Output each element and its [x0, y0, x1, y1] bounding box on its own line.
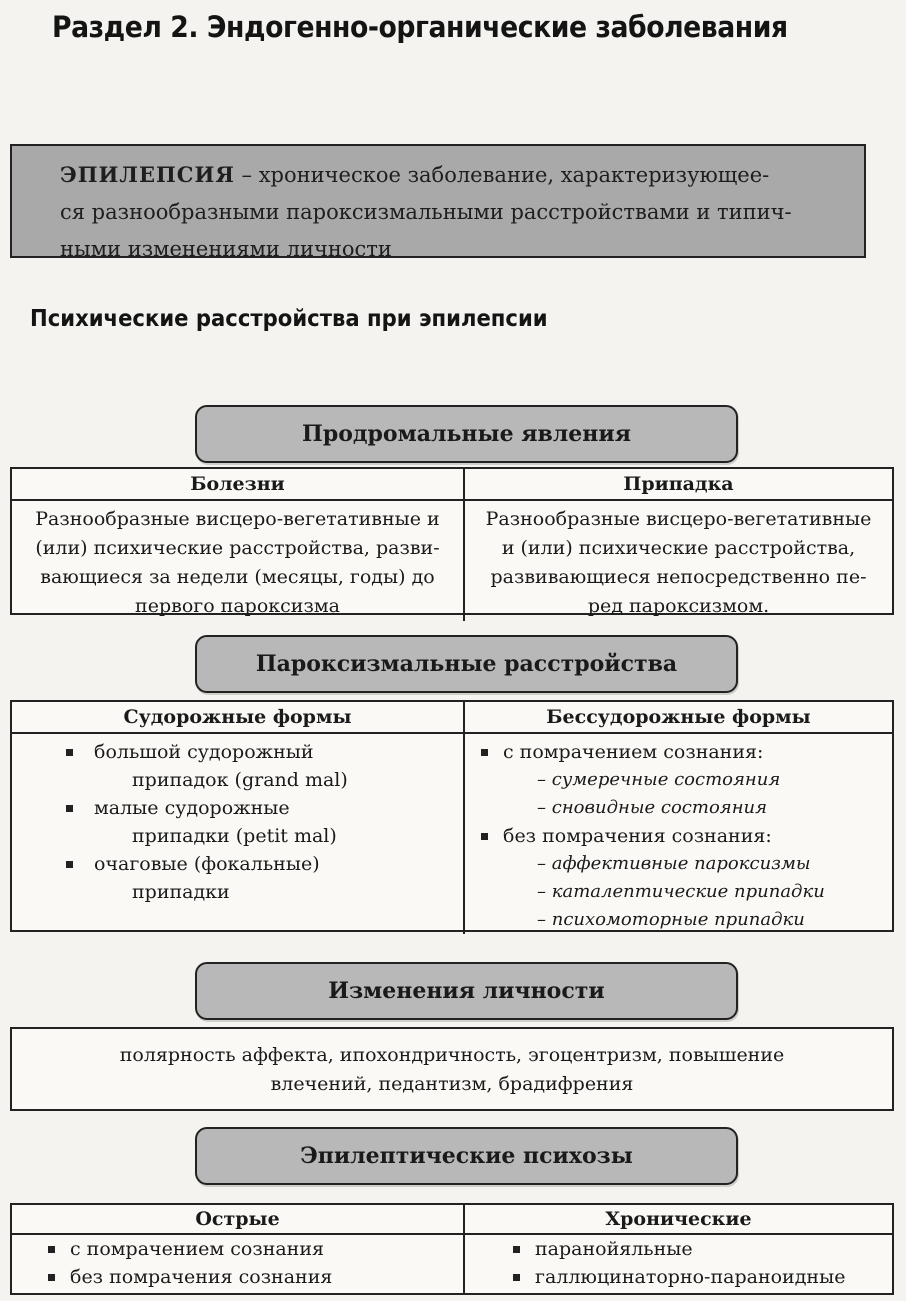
item-text: с помрачением сознания	[70, 1238, 324, 1260]
prodromal-left-column	[12, 469, 465, 621]
psychoses-table	[10, 1203, 894, 1295]
personality-box	[10, 1027, 894, 1111]
definition-line-2: ся разнообразными пароксизмальными расстройствами и типич-	[60, 200, 792, 224]
nonconvulsive-list	[465, 734, 892, 934]
psychoses-right-header: Хронические	[465, 1205, 892, 1235]
item-line: припадки	[132, 881, 230, 903]
list-item	[70, 1263, 463, 1291]
item-text: без помрачения сознания	[70, 1266, 333, 1288]
prodromal-left-line: Разнообразные висцеро-вегетативные и	[35, 508, 440, 530]
item-label: с помрачением сознания:	[503, 741, 764, 763]
prodromal-table	[10, 467, 894, 615]
prodromal-left-line: вающиеся за недели (месяцы, годы) до	[40, 566, 435, 588]
sub-list	[497, 766, 892, 822]
prodromal-left-line: первого пароксизма	[135, 595, 340, 617]
bullet-square-icon	[481, 833, 488, 840]
paroxysmal-table	[10, 700, 894, 932]
prodromal-right-line: и (или) психические расстройства,	[501, 537, 856, 559]
prodromal-right-line: ред пароксизмом.	[587, 595, 770, 617]
psychoses-left-header: Острые	[12, 1205, 463, 1235]
sub-item: – сновидные состояния	[537, 797, 768, 818]
paroxysmal-title: Пароксизмальные расстройства	[195, 635, 738, 693]
definition-line-3: ными изменениями личности	[60, 237, 392, 261]
prodromal-left-header: Болезни	[12, 469, 463, 501]
item-line: припадок (grand mal)	[132, 769, 348, 791]
acute-list	[12, 1235, 463, 1291]
paroxysmal-left-header: Судорожные формы	[12, 702, 463, 734]
list-item	[70, 1235, 463, 1263]
psychoses-title: Эпилептические психозы	[195, 1127, 738, 1185]
definition-term: ЭПИЛЕПСИЯ	[60, 162, 235, 187]
list-item	[497, 822, 892, 934]
convulsive-list	[12, 734, 463, 906]
personality-title: Изменения личности	[195, 962, 738, 1020]
sub-item: – сумеречные состояния	[537, 769, 781, 790]
prodromal-title: Продромальные явления	[195, 405, 738, 463]
psychoses-right-column	[465, 1205, 892, 1293]
item-line: большой судорожный	[94, 741, 314, 763]
bullet-square-icon	[66, 749, 73, 756]
bullet-square-icon	[481, 749, 488, 756]
bullet-square-icon	[513, 1246, 520, 1253]
sub-item-text: сумеречные состояния	[551, 769, 781, 790]
personality-line: полярность аффекта, ипохондричность, эгоцентризм, повышение	[119, 1044, 785, 1066]
bullet-square-icon	[48, 1246, 55, 1253]
list-item	[497, 738, 892, 822]
prodromal-right-line: Разнообразные висцеро-вегетативные	[485, 508, 872, 530]
sub-item-text: каталептические припадки	[551, 881, 825, 902]
paroxysmal-left-column	[12, 702, 465, 934]
item-line: малые судорожные	[94, 797, 290, 819]
prodromal-right-column	[465, 469, 892, 621]
list-item	[535, 1263, 892, 1291]
paroxysmal-right-column	[465, 702, 892, 934]
item-label: без помрачения сознания:	[503, 825, 772, 847]
bullet-square-icon	[66, 805, 73, 812]
bullet-square-icon	[513, 1274, 520, 1281]
definition-box	[10, 144, 866, 261]
paroxysmal-right-header: Бессудорожные формы	[465, 702, 892, 734]
prodromal-left-line: (или) психические расстройства, разви-	[35, 537, 440, 559]
psychoses-left-column	[12, 1205, 465, 1293]
definition-line-1: – хроническое заболевание, характеризующее-	[234, 163, 770, 187]
chronic-list	[465, 1235, 892, 1291]
item-text: галлюцинаторно-параноидные	[535, 1266, 846, 1288]
prodromal-right-text	[465, 501, 892, 621]
personality-text	[12, 1029, 892, 1099]
personality-line: влечений, педантизм, брадифрения	[270, 1073, 634, 1095]
sub-item-text: сновидные состояния	[551, 797, 768, 818]
sub-item: – каталептические припадки	[537, 881, 825, 902]
list-item	[84, 794, 463, 850]
sub-item: – аффективные пароксизмы	[537, 853, 811, 874]
prodromal-left-text	[12, 501, 463, 621]
sub-list	[497, 850, 892, 934]
prodromal-right-line: развивающиеся непосредственно пе-	[490, 566, 867, 588]
subtitle: Психические расстройства при эпилепсии	[30, 306, 548, 332]
list-item	[535, 1235, 892, 1263]
bullet-square-icon	[66, 861, 73, 868]
item-text: паранойяльные	[535, 1238, 693, 1260]
sub-item: – психомоторные припадки	[537, 909, 805, 930]
item-line: припадки (petit mal)	[132, 825, 337, 847]
item-line: очаговые (фокальные)	[94, 853, 320, 875]
sub-item-text: аффективные пароксизмы	[551, 853, 811, 874]
section-title: Раздел 2. Эндогенно-органические заболевания	[52, 10, 788, 44]
list-item	[84, 738, 463, 794]
prodromal-right-header: Припадка	[465, 469, 892, 501]
sub-item-text: психомоторные припадки	[551, 909, 805, 930]
list-item	[84, 850, 463, 906]
bullet-square-icon	[48, 1274, 55, 1281]
